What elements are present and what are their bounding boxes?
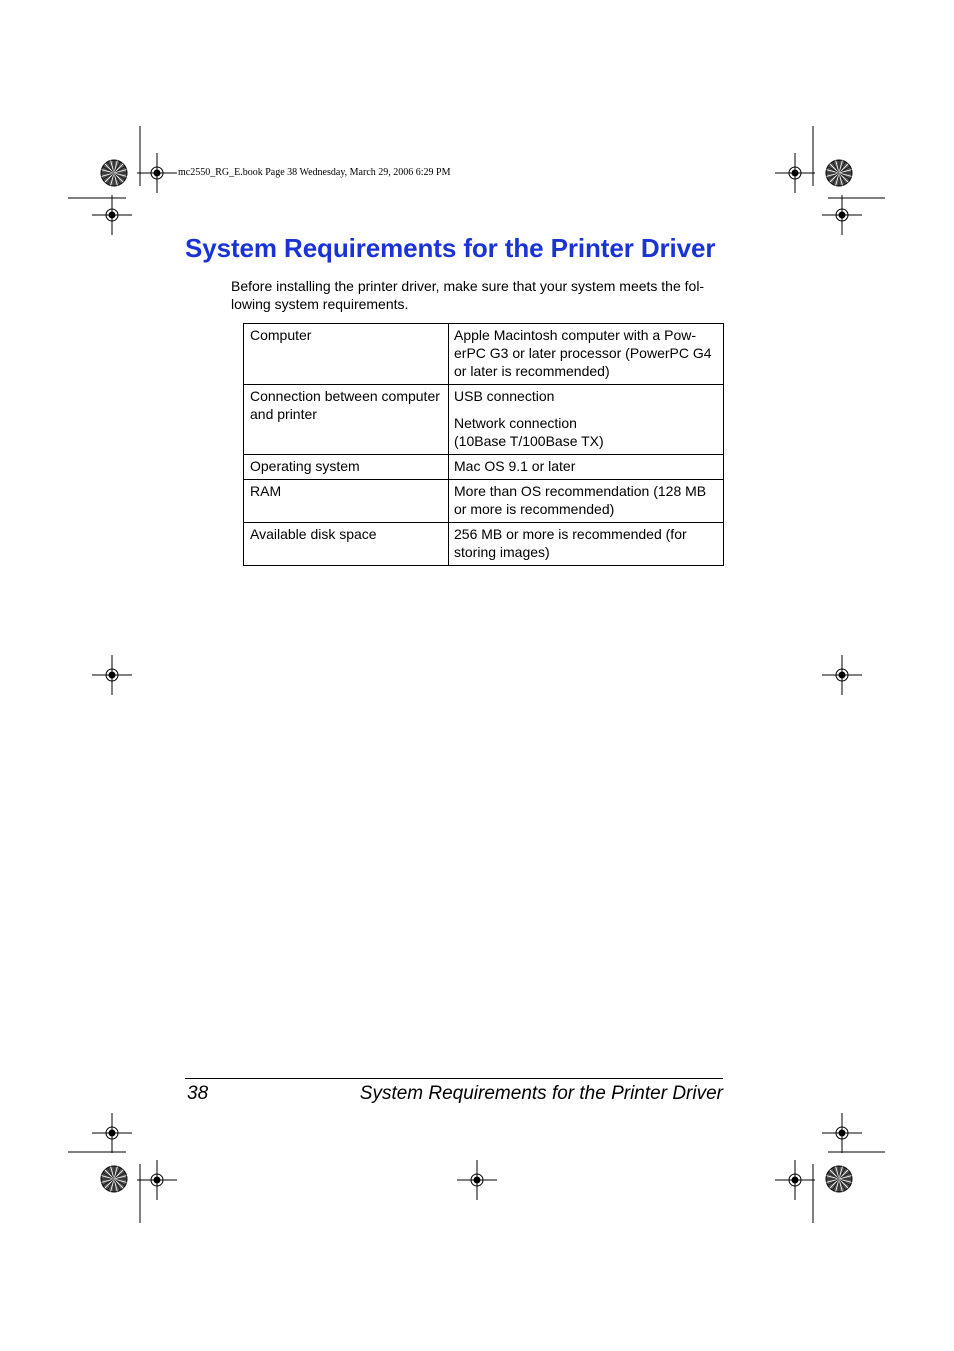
label-line: RAM bbox=[250, 483, 282, 499]
requirements-table bbox=[243, 323, 724, 566]
registration-target-icon bbox=[137, 153, 177, 193]
page-title: System Requirements for the Printer Driver bbox=[185, 233, 716, 263]
color-bar-starburst-icon bbox=[826, 160, 852, 186]
color-bar-starburst-icon bbox=[101, 1166, 127, 1192]
intro-line: Before installing the printer driver, make sure that your system meets the fol- bbox=[231, 278, 705, 294]
value-line: More than OS recommendation (128 MB bbox=[454, 483, 707, 499]
requirement-label bbox=[244, 523, 449, 566]
value-line: or later is recommended) bbox=[454, 363, 610, 379]
table-row bbox=[244, 455, 724, 480]
value-line: Mac OS 9.1 or later bbox=[454, 458, 576, 474]
requirement-value bbox=[449, 385, 724, 455]
label-line: Operating system bbox=[250, 458, 360, 474]
value-line: Network connection bbox=[454, 415, 577, 431]
registration-target-icon bbox=[822, 195, 862, 235]
footer-page-number: 38 bbox=[187, 1083, 209, 1104]
table-row bbox=[244, 324, 724, 385]
label-line: Available disk space bbox=[250, 526, 377, 542]
value-line: 256 MB or more is recommended (for bbox=[454, 526, 687, 542]
requirement-value bbox=[449, 523, 724, 566]
registration-target-icon bbox=[775, 1160, 815, 1200]
footer-running-title: System Requirements for the Printer Driver bbox=[359, 1083, 723, 1104]
table-row bbox=[244, 480, 724, 523]
requirement-value bbox=[449, 455, 724, 480]
color-bar-starburst-icon bbox=[826, 1166, 852, 1192]
value-line: storing images) bbox=[454, 544, 550, 560]
intro-paragraph bbox=[231, 277, 725, 313]
requirement-label bbox=[244, 455, 449, 480]
table-row bbox=[244, 523, 724, 566]
table-row bbox=[244, 385, 724, 455]
footer-rule bbox=[185, 1078, 723, 1079]
requirement-label bbox=[244, 480, 449, 523]
value-line: or more is recommended) bbox=[454, 501, 615, 517]
registration-target-icon bbox=[822, 1113, 862, 1153]
value-line: Apple Macintosh computer with a Pow- bbox=[454, 327, 696, 343]
registration-target-icon bbox=[822, 655, 862, 695]
value-line: (10Base T/100Base TX) bbox=[454, 433, 604, 449]
requirement-value bbox=[449, 324, 724, 385]
intro-line: lowing system requirements. bbox=[231, 296, 409, 312]
registration-target-icon bbox=[92, 1113, 132, 1153]
registration-target-icon bbox=[457, 1160, 497, 1200]
registration-target-icon bbox=[92, 655, 132, 695]
registration-target-icon bbox=[137, 1160, 177, 1200]
registration-target-icon bbox=[775, 153, 815, 193]
value-line: erPC G3 or later processor (PowerPC G4 bbox=[454, 345, 712, 361]
label-line: Computer bbox=[250, 327, 312, 343]
registration-target-icon bbox=[92, 195, 132, 235]
requirement-label bbox=[244, 385, 449, 455]
label-line: and printer bbox=[250, 406, 317, 422]
requirement-value bbox=[449, 480, 724, 523]
value-line: USB connection bbox=[454, 388, 555, 404]
requirement-label bbox=[244, 324, 449, 385]
print-info-slug: mc2550_RG_E.book Page 38 Wednesday, March 29, 2006 6:29 PM bbox=[178, 167, 451, 178]
color-bar-starburst-icon bbox=[101, 160, 127, 186]
label-line: Connection between computer bbox=[250, 388, 440, 404]
